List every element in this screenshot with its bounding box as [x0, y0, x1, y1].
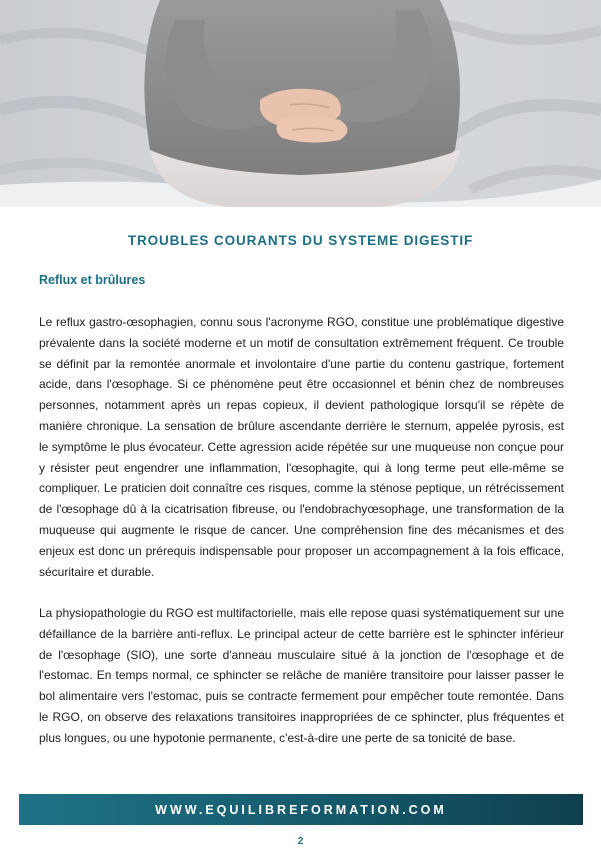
section-subtitle: Reflux et brûlures [39, 273, 146, 287]
website-link[interactable]: WWW.EQUILIBREFORMATION.COM [155, 802, 447, 817]
page-title: TROUBLES COURANTS DU SYSTEME DIGESTIF [127, 233, 474, 248]
body-paragraph-1: Le reflux gastro-œsophagien, connu sous l'acronyme RGO, constitue une problématique digestive prévalente dans la société moderne et un motif de consultation extrêmement fréquent. Ce trouble se définit par la remontée anormale et involontaire d'une partie du contenu gastrique, fortement acide, dans l'œsophage. Si ce phénomène peut être occasionnel et bénin chez de nombreuses personnes, notamment après un repas copieux, il devient pathologique lorsqu'il se répète de manière chronique. La sensation de brûlure ascendante derrière le sternum, appelée pyrosis, est le symptôme le plus évocateur. Cette agression acide répétée sur une muqueuse non conçue pour y résister peut engendrer une inflammation, l'œsophagite, qui à long terme peut elle-même se compliquer. Le praticien doit connaître ces risques, comme la sténose peptique, un rétrécissement de l'œsophage dû à la cicatrisation fibreuse, ou l'endobrachyœsophage, une transformation de la muqueuse qui augmente le risque de cancer. Une compréhension fine des mécanismes et des enjeux est donc un prérequis indispensable pour proposer un accompagnement à la fois efficace, sécuritaire et durable. [39, 315, 564, 579]
hero-photo [0, 0, 601, 207]
footer-band [19, 794, 583, 825]
person-holding-stomach-illustration [0, 0, 601, 207]
body-paragraph-2: La physiopathologie du RGO est multifactorielle, mais elle repose quasi systématiquement sur une défaillance de la barrière anti-reflux. Le principal acteur de cette barrière est le sphincter inférieur de l'œsophage (SIO), une sorte d'anneau musculaire situé à la jonction de l'œsophage et de l'estomac. En temps normal, ce sphincter se relâche de manière transitoire pour laisser passer le bol alimentaire vers l'estomac, puis se contracte fermement pour empêcher toute remontée. Dans le RGO, on observe des relaxations transitoires inappropriées de ce sphincter, plus fréquentes et plus longues, ou une hypotonie permanente, c'est-à-dire une perte de sa tonicité de base. [39, 606, 564, 745]
page-number: 2 [297, 836, 304, 847]
